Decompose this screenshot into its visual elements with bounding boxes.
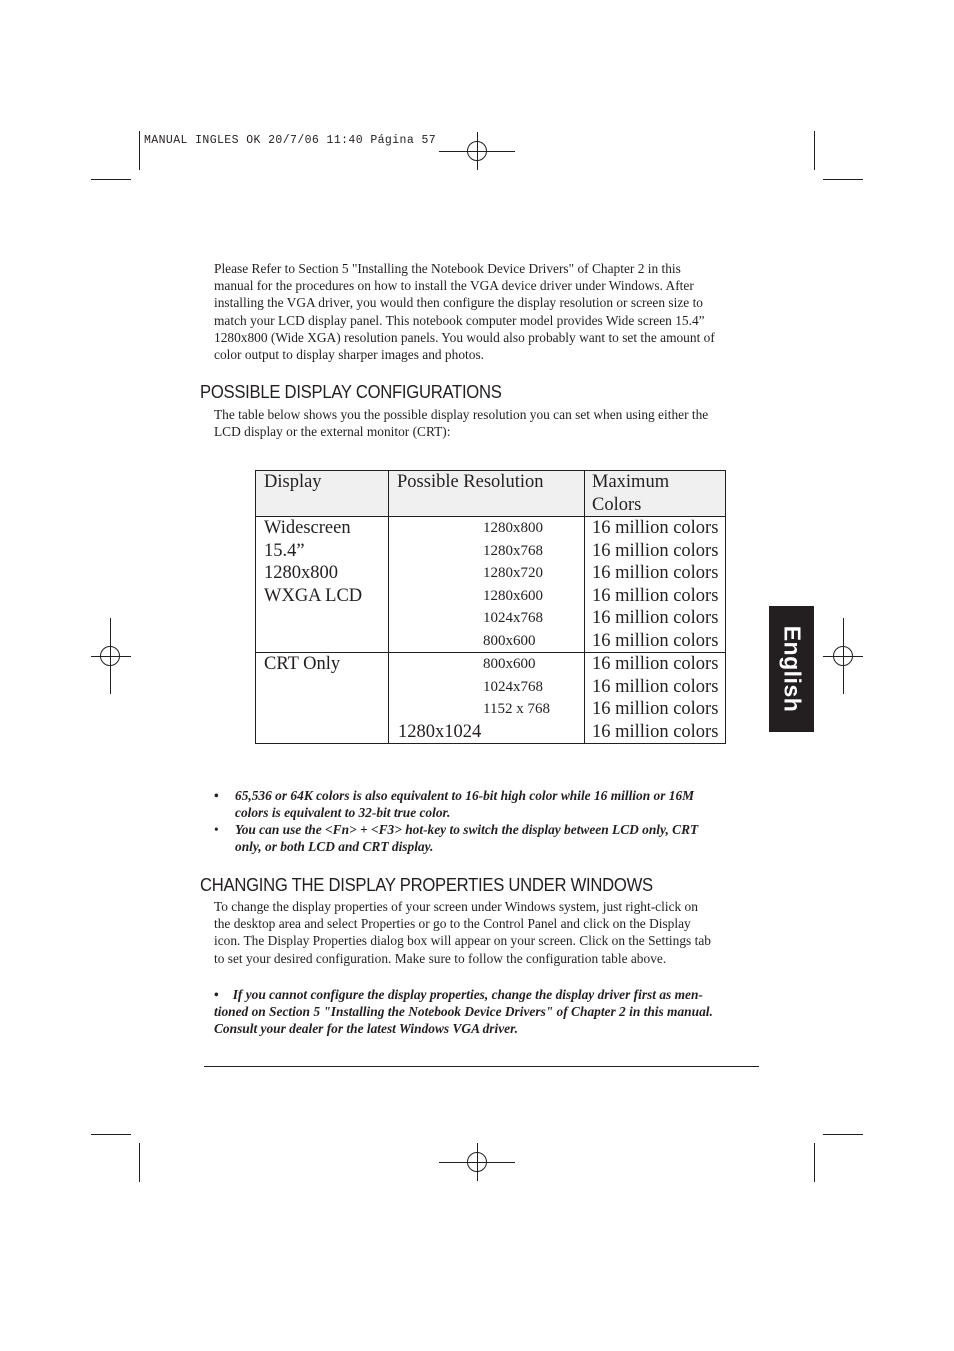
text-line: color output to display sharper images and photos. [214,347,484,363]
colors-value: 16 million colors [592,676,719,697]
text-line: If you cannot configure the display properties, change the display driver first as men- [232,987,703,1002]
resolution-value: 800x600 [483,632,536,649]
print-slug: MANUAL INGLES OK 20/7/06 11:40 Página 57 [144,134,437,147]
text-line: colors is equivalent to 32-bit true color. [235,805,451,821]
section-heading-configurations: POSSIBLE DISPLAY CONFIGURATIONS [200,381,502,402]
bullet-icon: • [214,822,219,837]
note-bullet-colors [214,787,774,821]
display-cell [256,517,389,653]
text-line: to set your desired configuration. Make sure to follow the configuration table above. [214,950,667,966]
crop-mark [814,131,815,170]
table-row [256,653,726,744]
text-line: The table below shows you the possible display resolution you can set when using either the [214,407,709,422]
header-display [256,471,389,517]
note-bullet-hotkey [214,821,774,855]
footer-rule [204,1066,759,1067]
colors-value: 16 million colors [592,721,719,742]
colors-value: 16 million colors [592,654,719,674]
header-colors-label: Maximum [592,472,670,492]
text-line: Please Refer to Section 5 "Installing the Notebook Device Drivers" of Chapter 2 in this [214,261,681,276]
bullet-icon: • [214,788,219,803]
table-row [256,517,726,653]
header-colors [585,471,726,517]
resolution-cell [389,653,585,744]
note-driver [214,986,774,1038]
colors-value: 16 million colors [592,630,719,651]
crop-mark [823,179,863,180]
text-line: Consult your dealer for the latest Windows VGA driver. [214,1021,518,1037]
resolution-value: 1280x800 [483,520,543,536]
text-line: LCD display or the external monitor (CRT): [214,424,451,440]
language-tab-label: English [779,625,805,713]
text-line: tioned on Section 5 "Installing the Notebook Device Drivers" of Chapter 2 in this manual. [214,1004,713,1020]
header-resolution [389,471,585,517]
display-configurations-table [255,470,726,744]
header-resolution-label: Possible Resolution [397,472,544,492]
crop-mark [139,131,140,170]
resolution-value: 1280x720 [483,565,543,581]
text-line: installing the VGA driver, you would then configure the display resolution or screen size to [214,295,703,311]
table-header-row [256,471,726,517]
colors-cell [585,517,726,653]
crop-mark [91,179,131,180]
colors-cell [585,653,726,744]
intro-paragraph [214,260,774,363]
colors-value: 16 million colors [592,608,719,628]
resolution-value: 1024x768 [483,678,543,695]
section-heading-changing-properties: CHANGING THE DISPLAY PROPERTIES UNDER WINDOWS [200,874,653,895]
bullet-icon: • [214,987,219,1002]
display-label: Widescreen [264,518,351,538]
display-label: 1280x800 [264,563,338,583]
colors-value: 16 million colors [592,518,719,538]
display-label: WXGA LCD [264,585,363,606]
display-label: 15.4” [264,540,305,561]
text-line: To change the display properties of your screen under Windows system, just right-click on [214,899,698,914]
colors-value: 16 million colors [592,540,719,561]
crop-mark [814,1143,815,1182]
resolution-value: 800x600 [483,656,536,672]
display-cell [256,653,389,744]
resolution-value: 1280x768 [483,542,543,559]
section2-paragraph [214,898,774,967]
resolution-value: 1024x768 [483,610,543,626]
crop-mark [91,1134,131,1135]
resolution-value: 1280x1024 [398,721,482,742]
header-colors-label: Colors [592,494,642,515]
colors-value: 16 million colors [592,699,719,719]
language-tab [769,606,814,732]
text-line: only, or both LCD and CRT display. [235,839,434,855]
resolution-value: 1280x600 [483,587,543,604]
display-label: CRT Only [264,654,341,674]
crop-mark [823,1134,863,1135]
text-line: match your LCD display panel. This notebook computer model provides Wide screen 15.4” [214,312,705,328]
header-display-label: Display [264,472,322,492]
colors-value: 16 million colors [592,585,719,606]
text-line: manual for the procedures on how to install the VGA device driver under Windows. After [214,278,694,294]
text-line: 65,536 or 64K colors is also equivalent to 16-bit high color while 16 million or 16M [235,788,695,803]
text-line: the desktop area and select Properties or go to the Control Panel and click on the Display [214,916,691,932]
resolution-cell [389,517,585,653]
crop-mark [139,1143,140,1182]
resolution-value: 1152 x 768 [483,701,550,717]
text-line: icon. The Display Properties dialog box will appear on your screen. Click on the Settings tab [214,933,711,949]
section1-paragraph [214,406,774,440]
text-line: 1280x800 (Wide XGA) resolution panels. You would also probably want to set the amount of [214,329,715,345]
colors-value: 16 million colors [592,563,719,583]
text-line: You can use the <Fn> + <F3> hot-key to switch the display between LCD only, CRT [235,822,699,837]
